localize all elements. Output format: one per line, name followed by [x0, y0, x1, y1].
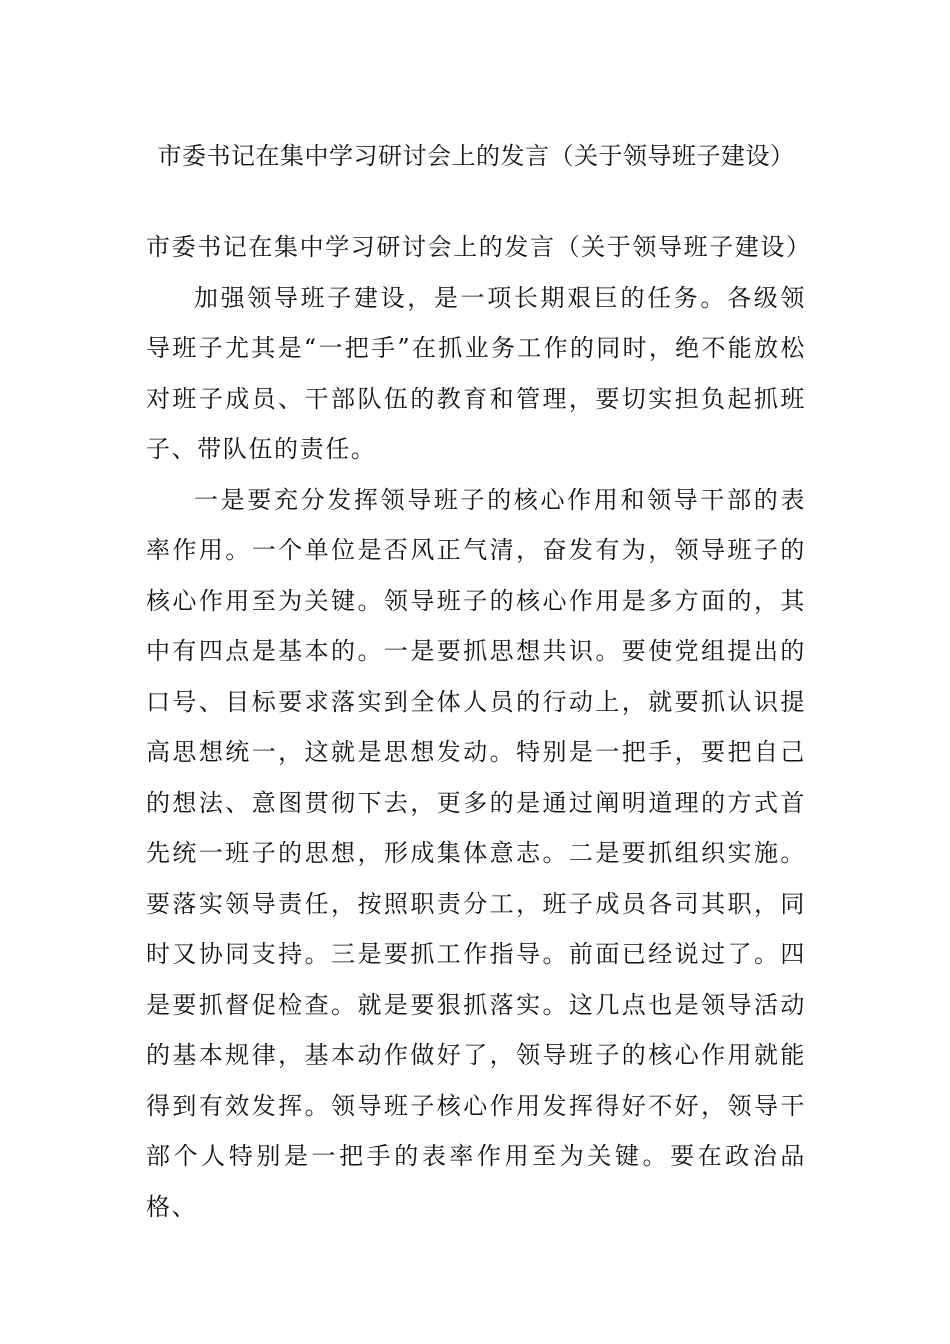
paragraph-core-role: 一是要充分发挥领导班子的核心作用和领导干部的表率作用。一个单位是否风正气清，奋发有为，领导班子的核心作用至为关键。领导班子的核心作用是多方面的，其中有四点是基本的。一是要抓思想共识。要使党组提出的口号、目标要求落实到全体人员的行动上，就要抓认识提高思想统一，这就是思想发动。特别是一把手，要把自己的想法、意图贯彻下去，更多的是通过阐明道理的方式首先统一班子的思想，形成集体意志。二是要抓组织实施。要落实领导责任，按照职责分工，班子成员各司其职，同时又协同支持。三是要抓工作指导。前面已经说过了。四是要抓督促检查。就是要狠抓落实。这几点也是领导活动的基本规律，基本动作做好了，领导班子的核心作用就能得到有效发挥。领导班子核心作用发挥得好不好，领导干部个人特别是一把手的表率作用至为关键。要在政治品格、: [146, 485, 806, 1221]
document-subtitle: 市委书记在集中学习研讨会上的发言（关于领导班子建设）: [146, 233, 812, 261]
document-body: [146, 222, 812, 1232]
paragraph-intro: 加强领导班子建设，是一项长期艰巨的任务。各级领导班子尤其是“一把手”在抓业务工作的同时，绝不能放松对班子成员、干部队伍的教育和管理，要切实担负起抓班子、带队伍的责任。: [146, 283, 806, 463]
document-title: 市委书记在集中学习研讨会上的发言（关于领导班子建设）: [157, 142, 795, 170]
